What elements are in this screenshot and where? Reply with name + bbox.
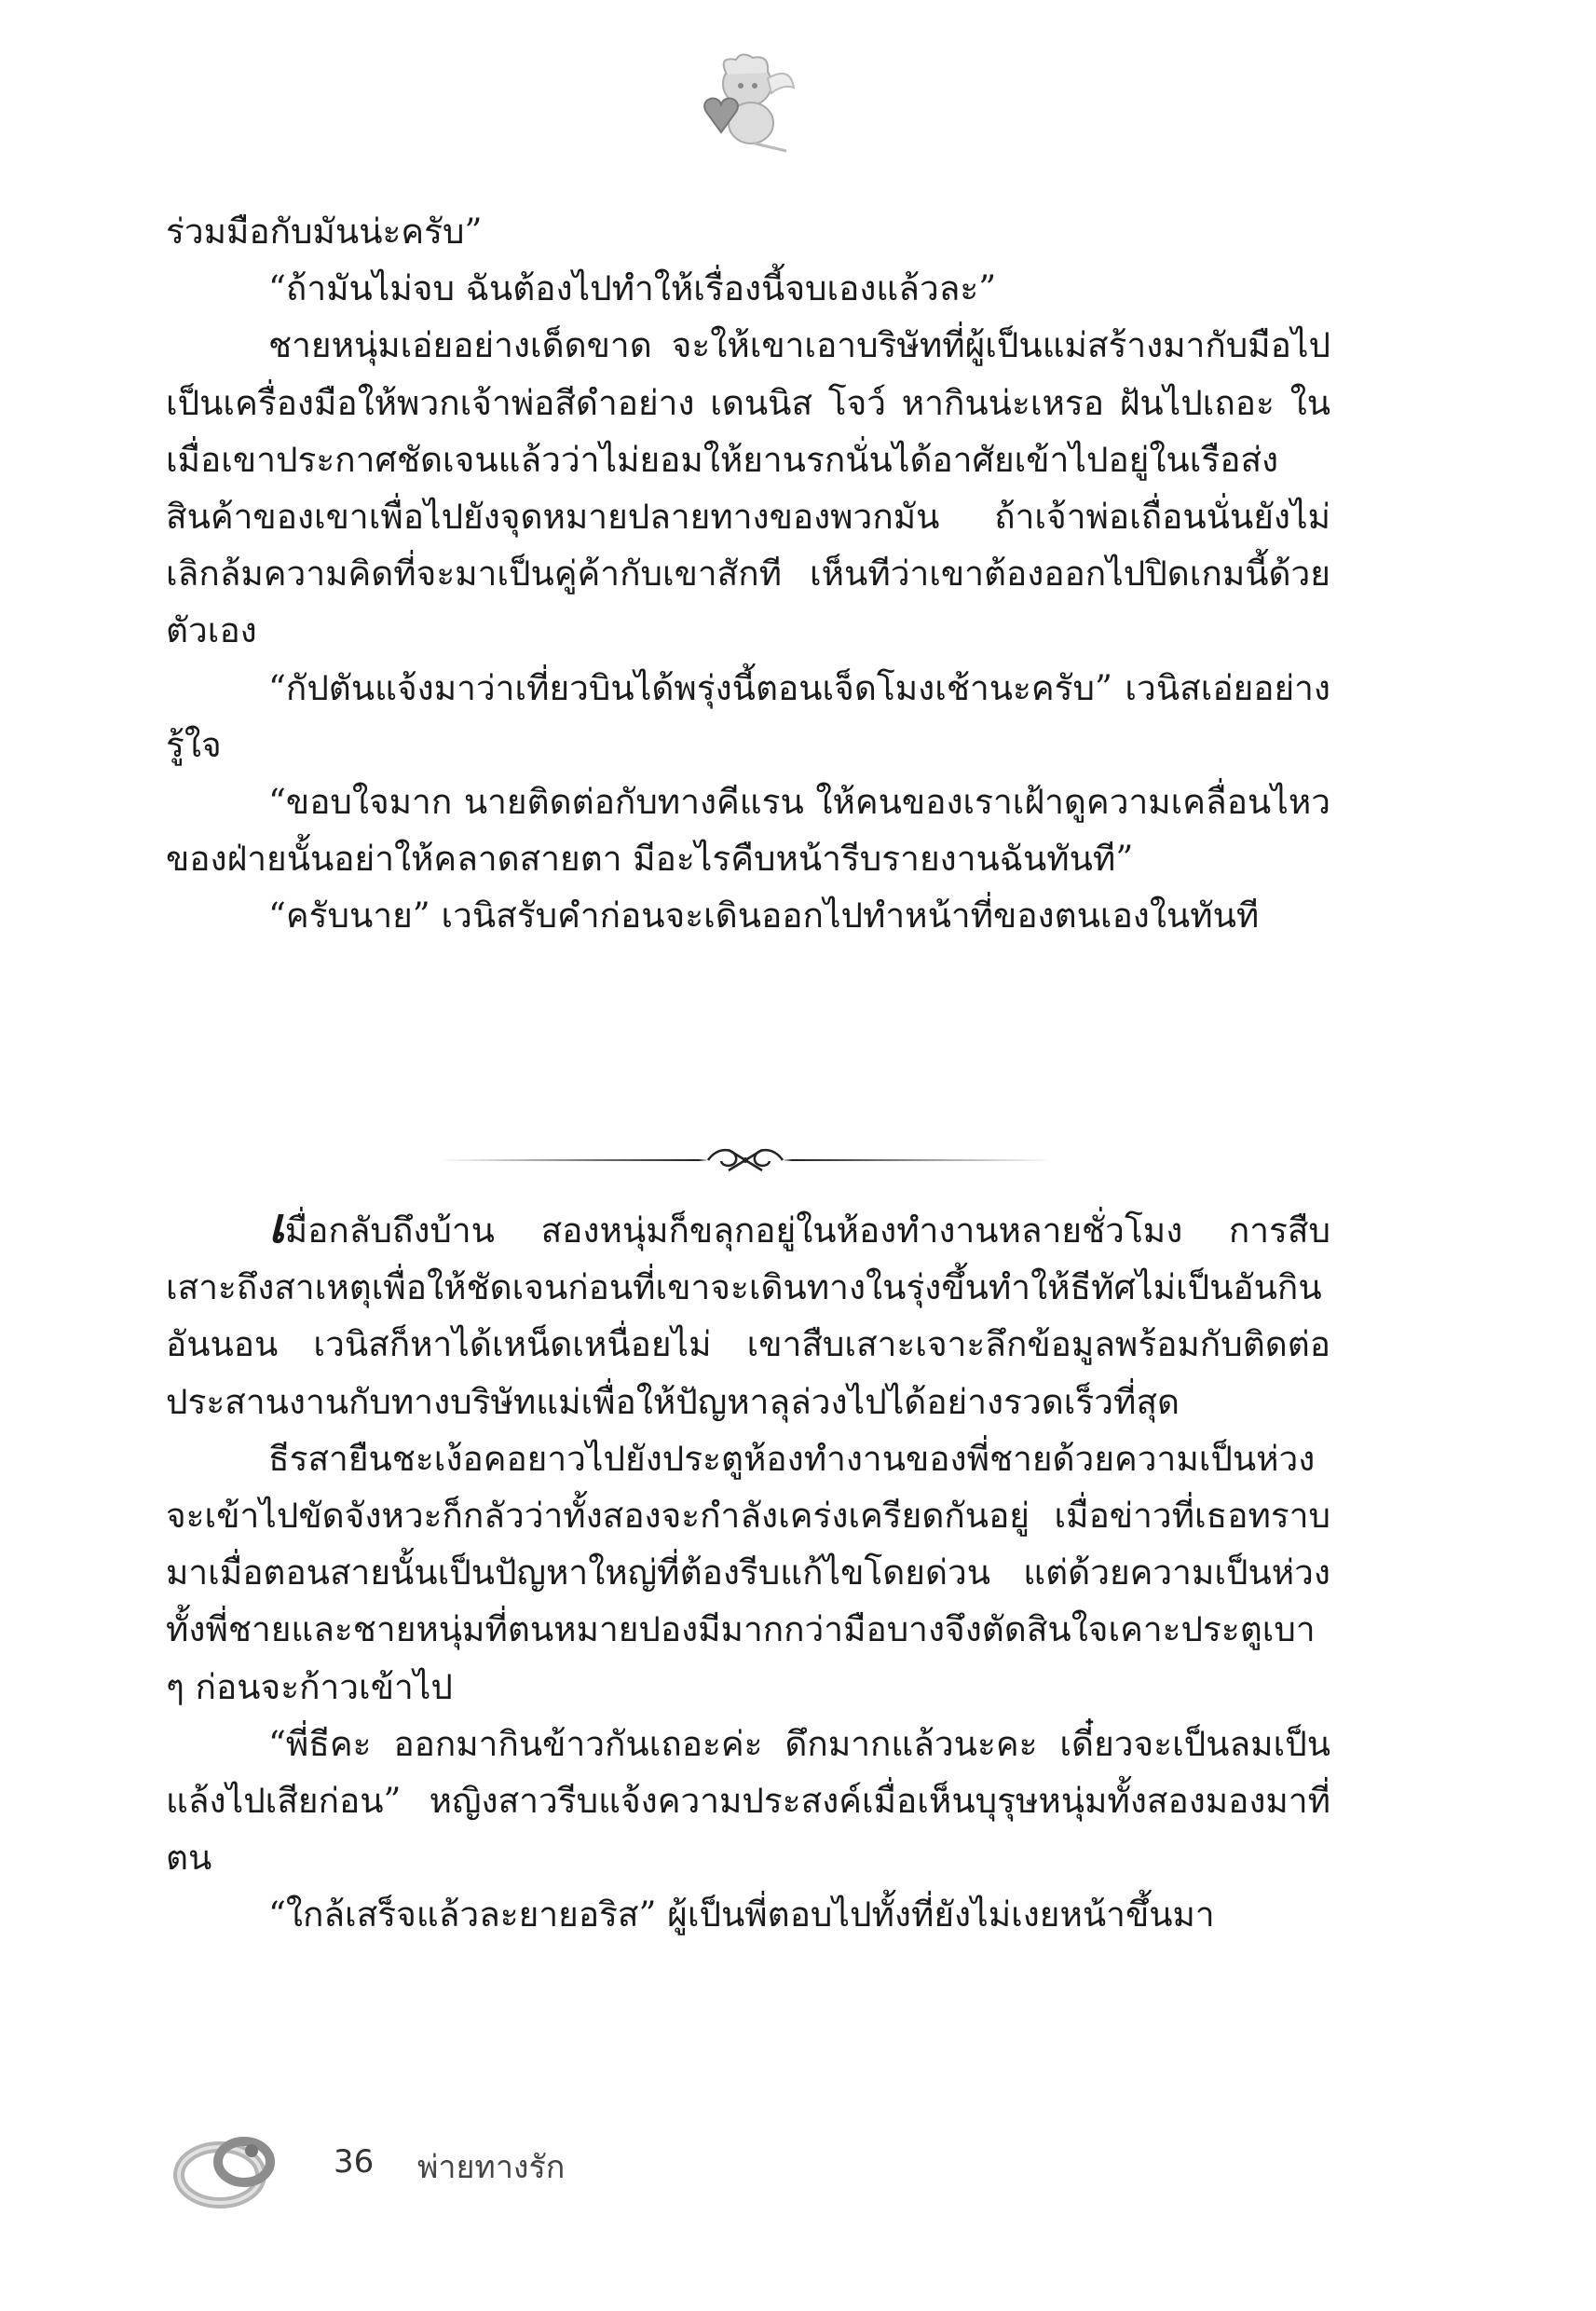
running-title: พ่ายทางรัก bbox=[417, 2149, 566, 2186]
paragraph: “กัปตันแจ้งมาว่าเที่ยวบินได้พรุ่งนี้ตอนเจ็ดโมงเช้านะครับ” เวนิสเอ่ยอย่างรู้ใจ bbox=[166, 667, 1330, 765]
paragraph: ร่วมมือกับมันน่ะครับ” bbox=[166, 212, 483, 252]
dropcap: เ bbox=[268, 1198, 285, 1254]
text-section-bottom bbox=[166, 1198, 1330, 1944]
paragraph: “ครับนาย” เวนิสรับคำก่อนจะเดินออกไปทำหน้าที่ของตนเองในทันที bbox=[268, 896, 1260, 937]
ornamental-divider bbox=[438, 1137, 1053, 1183]
rings-icon bbox=[166, 2113, 287, 2216]
paragraph: “ใกล้เสร็จแล้วละยายอริส” ผู้เป็นพี่ตอบไปทั้งที่ยังไม่เงยหน้าขึ้นมา bbox=[268, 1894, 1215, 1935]
paragraph-with-dropcap bbox=[166, 1198, 1330, 1430]
cupid-with-heart-icon bbox=[689, 47, 801, 158]
paragraph: “ขอบใจมาก นายติดต่อกับทางคีแรน ให้คนของเราเฝ้าดูความเคลื่อนไหวของฝ่ายนั้นอย่าให้คลาดสายตา มีอะไรคืบหน้ารีบรายงานฉันทันที” bbox=[166, 782, 1330, 880]
text-section-top bbox=[166, 203, 1330, 945]
paragraph-text: มื่อกลับถึงบ้าน สองหนุ่มก็ขลุกอยู่ในห้องทำงานหลายชั่วโมง การสืบเสาะถึงสาเหตุเพื่อให้ชัดเจนก่อนที่เขาจะเดินทางในรุ่งขึ้นทำให้ธีทัศไม่เป็นอันกินอันนอน เวนิสก็หาได้เหน็ดเหนื่อยไม่ เขาสืบเสาะเจาะลึกข้อมูลพร้อมกับติดต่อประสานงานกับทางบริษัทแม่เพื่อให้ปัญหาลุล่วงไปได้อย่างรวดเร็วที่สุด bbox=[166, 1210, 1330, 1422]
page-number: 36 bbox=[334, 2143, 375, 2181]
paragraph: ธีรสายืนชะเง้อคอยาวไปยังประตูห้องทำงานของพี่ชายด้วยความเป็นห่วง จะเข้าไปขัดจังหวะก็กลัวว่าทั้งสองจะกำลังเคร่งเครียดกันอยู่ เมื่อข่าวที่เธอทราบมาเมื่อตอนสายนั้นเป็นปัญหาใหญ่ที่ต้องรีบแก้ไขโดยด่วน แต่ด้วยความเป็นห่วงทั้งพี่ชายและชายหนุ่มที่ตนหมายปองมีมากกว่ามือบางจึงตัดสินใจเคาะประตูเบา ๆ ก่อนจะก้าวเข้าไป bbox=[166, 1438, 1330, 1707]
paragraph: ชายหนุ่มเอ่ยอย่างเด็ดขาด จะให้เขาเอาบริษัทที่ผู้เป็นแม่สร้างมากับมือไปเป็นเครื่องมือให้พวกเจ้าพ่อสีดำอย่าง เดนนิส โจว์ หากินน่ะเหรอ ฝันไปเถอะ ในเมื่อเขาประกาศชัดเจนแล้วว่าไม่ยอมให้ยานรกนั่นได้อาศัยเข้าไปอยู่ในเรือส่งสินค้าของเขาเพื่อไปยังจุดหมายปลายทางของพวกมัน ถ้าเจ้าพ่อเถื่อนนั่นยังไม่เลิกล้มความคิดที่จะมาเป็นคู่ค้ากับเขาสักที เห็นทีว่าเขาต้องออกไปปิดเกมนี้ด้วยตัวเอง bbox=[166, 325, 1330, 651]
paragraph: “ถ้ามันไม่จบ ฉันต้องไปทำให้เรื่องนี้จบเองแล้วละ” bbox=[268, 268, 997, 309]
page-footer bbox=[166, 2113, 818, 2216]
paragraph: “พี่ธีคะ ออกมากินข้าวกันเถอะค่ะ ดึกมากแล้วนะคะ เดี๋ยวจะเป็นลมเป็นแล้งไปเสียก่อน” หญิงสาวรีบแจ้งความประสงค์เมื่อเห็นบุรุษหนุ่มทั้งสองมองมาที่ตน bbox=[166, 1723, 1330, 1879]
